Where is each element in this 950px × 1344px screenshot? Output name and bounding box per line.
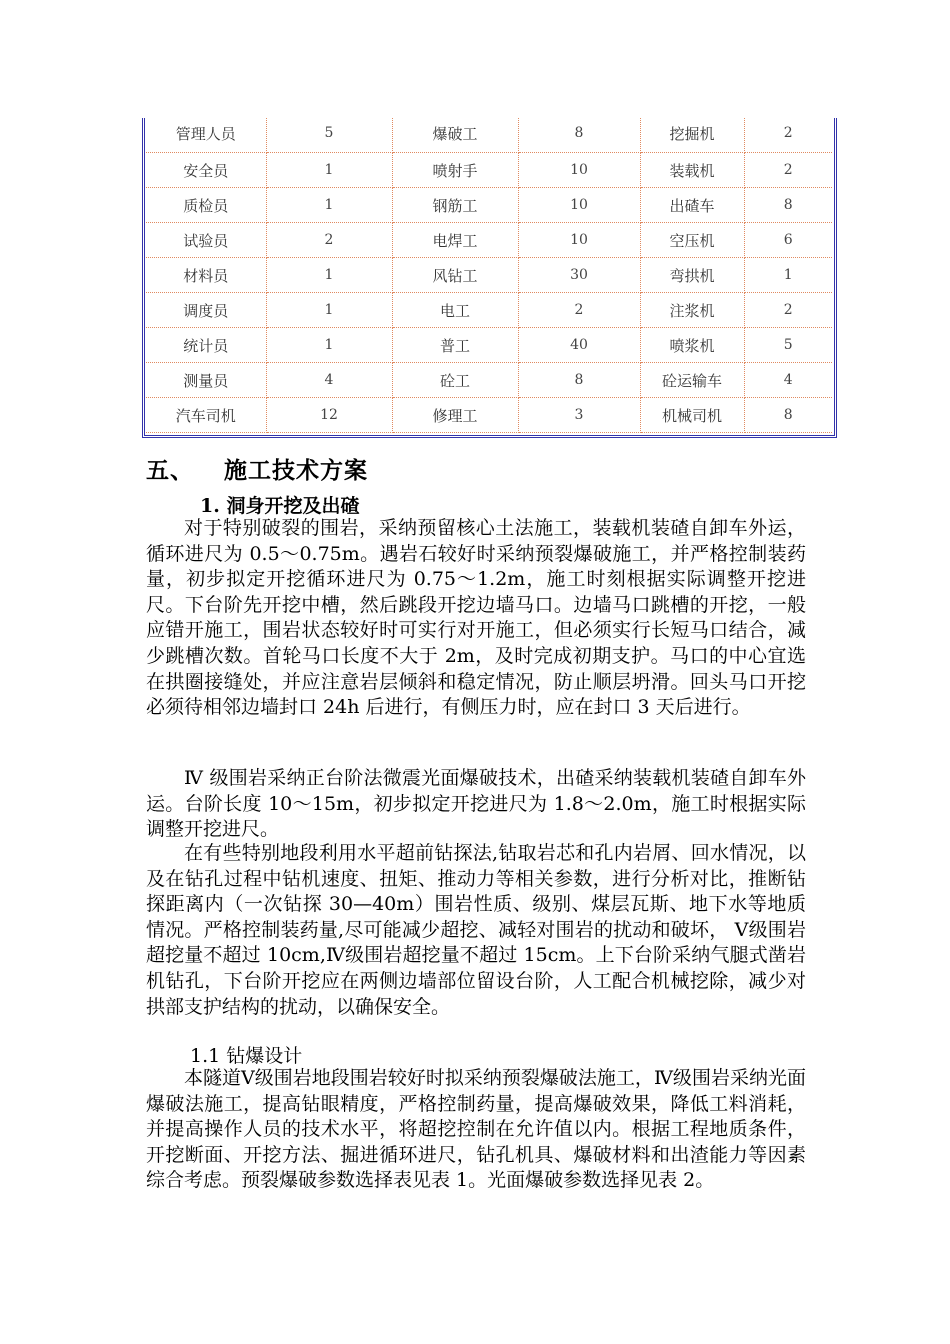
table-cell: 8 bbox=[518, 363, 640, 398]
table-cell: 5 bbox=[744, 328, 832, 363]
subsubsection-heading: 1.1 钻爆设计 bbox=[190, 1045, 303, 1067]
table-cell: 40 bbox=[518, 328, 640, 363]
table-cell: 爆破工 bbox=[392, 118, 518, 153]
table-cell: 注浆机 bbox=[640, 293, 744, 328]
table-cell: 试验员 bbox=[146, 223, 266, 258]
table-cell: 喷射手 bbox=[392, 153, 518, 188]
table-cell: 4 bbox=[266, 363, 392, 398]
table-row bbox=[146, 118, 832, 153]
paragraph-blasting-design: 本隧道Ⅴ级围岩地段围岩较好时拟采纳预裂爆破法施工，Ⅳ级围岩采纳光面爆破法施工，提高钻眼精度，严格控制药量，提高爆破效果，降低工料消耗，并提高操作人员的技术水平，将超挖控制在允许值以内。根据工程地质条件，开挖断面、开挖方法、掘进循环进尺，钻孔机具、爆破材料和出渣能力等因素综合考虑。预裂爆破参数选择表见表 1。光面爆破参数选择见表 2。 bbox=[146, 1067, 806, 1192]
table-cell: 安全员 bbox=[146, 153, 266, 188]
table-cell: 砼运输车 bbox=[640, 363, 744, 398]
table-cell: 喷浆机 bbox=[640, 328, 744, 363]
table-cell: 质检员 bbox=[146, 188, 266, 223]
table-cell: 钢筋工 bbox=[392, 188, 518, 223]
table-cell: 1 bbox=[744, 258, 832, 293]
table-row bbox=[146, 328, 832, 363]
table-cell: 8 bbox=[744, 398, 832, 433]
table-cell: 修理工 bbox=[392, 398, 518, 433]
table-cell: 2 bbox=[744, 293, 832, 328]
table-cell: 8 bbox=[744, 188, 832, 223]
table-cell: 10 bbox=[518, 153, 640, 188]
subsection-heading: 1. 洞身开挖及出碴 bbox=[200, 495, 360, 517]
table-cell: 装载机 bbox=[640, 153, 744, 188]
table-cell: 普工 bbox=[392, 328, 518, 363]
table-row bbox=[146, 398, 832, 433]
table-cell: 8 bbox=[518, 118, 640, 153]
paragraph-advance-drilling: 在有些特别地段利用水平超前钻探法,钻取岩芯和孔内岩屑、回水情况，以及在钻孔过程中钻机速度、扭矩、推动力等相关参数，进行分析对比，推断钻探距离内（一次钻探 30—40m）围岩性质、级别、煤层瓦斯、地下水等地质情况。严格控制装药量,尽可能减少超挖、减轻对围岩的扰动和破坏， Ⅴ级围岩超挖量不超过 10cm,Ⅳ级围岩超挖量不超过 15cm。上下台阶采纳气腿式凿岩机钻孔，下台阶开挖应在两侧边墙部位留设台阶，人工配合机械挖除，减少对拱部支护结构的扰动，以确保安全。 bbox=[146, 842, 806, 1018]
table-cell: 4 bbox=[744, 363, 832, 398]
table-row bbox=[146, 223, 832, 258]
table-cell: 2 bbox=[744, 118, 832, 153]
table-row bbox=[146, 188, 832, 223]
table-row bbox=[146, 293, 832, 328]
section-number: 五、 bbox=[146, 457, 194, 484]
table-cell: 弯拱机 bbox=[640, 258, 744, 293]
table-cell: 管理人员 bbox=[146, 118, 266, 153]
table-cell: 机械司机 bbox=[640, 398, 744, 433]
table-row bbox=[146, 153, 832, 188]
table-cell: 10 bbox=[518, 223, 640, 258]
section-title: 施工技术方案 bbox=[224, 457, 368, 484]
table-cell: 3 bbox=[518, 398, 640, 433]
table-cell: 1 bbox=[266, 258, 392, 293]
table-cell: 12 bbox=[266, 398, 392, 433]
table-cell: 统计员 bbox=[146, 328, 266, 363]
section-heading bbox=[146, 452, 368, 485]
table-cell: 材料员 bbox=[146, 258, 266, 293]
table-cell: 1 bbox=[266, 293, 392, 328]
table-cell: 1 bbox=[266, 328, 392, 363]
table-row bbox=[146, 258, 832, 293]
table-row bbox=[146, 363, 832, 398]
staff-table bbox=[146, 118, 832, 433]
paragraph-grade-iv-rock: Ⅳ 级围岩采纳正台阶法微震光面爆破技术，出碴采纳装载机装碴自卸车外运。台阶长度 10～15m，初步拟定开挖进尺为 1.8～2.0m，施工时根据实际调整开挖进尺。 bbox=[146, 767, 806, 841]
table-cell: 6 bbox=[744, 223, 832, 258]
table-cell: 汽车司机 bbox=[146, 398, 266, 433]
table-cell: 挖掘机 bbox=[640, 118, 744, 153]
table-cell: 出碴车 bbox=[640, 188, 744, 223]
table-cell: 空压机 bbox=[640, 223, 744, 258]
paragraph-excavation-method: 对于特别破裂的围岩，采纳预留核心土法施工，装载机装碴自卸车外运，循环进尺为 0.5～0.75m。遇岩石较好时采纳预裂爆破施工，并严格控制装药量，初步拟定开挖循环进尺为 0.75～1.2m，施工时刻根据实际调整开挖进尺。下台阶先开挖中槽，然后跳段开挖边墙马口。边墙马口跳槽的开挖，一般应错开施工，围岩状态较好时可实行对开施工，但必须实行长短马口结合，减少跳槽次数。首轮马口长度不大于 2m，及时完成初期支护。马口的中心宜选在拱圈接缝处，并应注意岩层倾斜和稳定情况，防止顺层坍滑。回头马口开挖必须待相邻边墙封口 24h 后进行，有侧压力时，应在封口 3 天后进行。 bbox=[146, 517, 806, 719]
table-cell: 电工 bbox=[392, 293, 518, 328]
table-cell: 风钻工 bbox=[392, 258, 518, 293]
table-cell: 5 bbox=[266, 118, 392, 153]
table-cell: 2 bbox=[266, 223, 392, 258]
table-cell: 10 bbox=[518, 188, 640, 223]
table-cell: 调度员 bbox=[146, 293, 266, 328]
table-cell: 电焊工 bbox=[392, 223, 518, 258]
table-cell: 2 bbox=[518, 293, 640, 328]
table-cell: 2 bbox=[744, 153, 832, 188]
table-cell: 30 bbox=[518, 258, 640, 293]
table-cell: 砼工 bbox=[392, 363, 518, 398]
table-cell: 测量员 bbox=[146, 363, 266, 398]
table-cell: 1 bbox=[266, 153, 392, 188]
table-cell: 1 bbox=[266, 188, 392, 223]
